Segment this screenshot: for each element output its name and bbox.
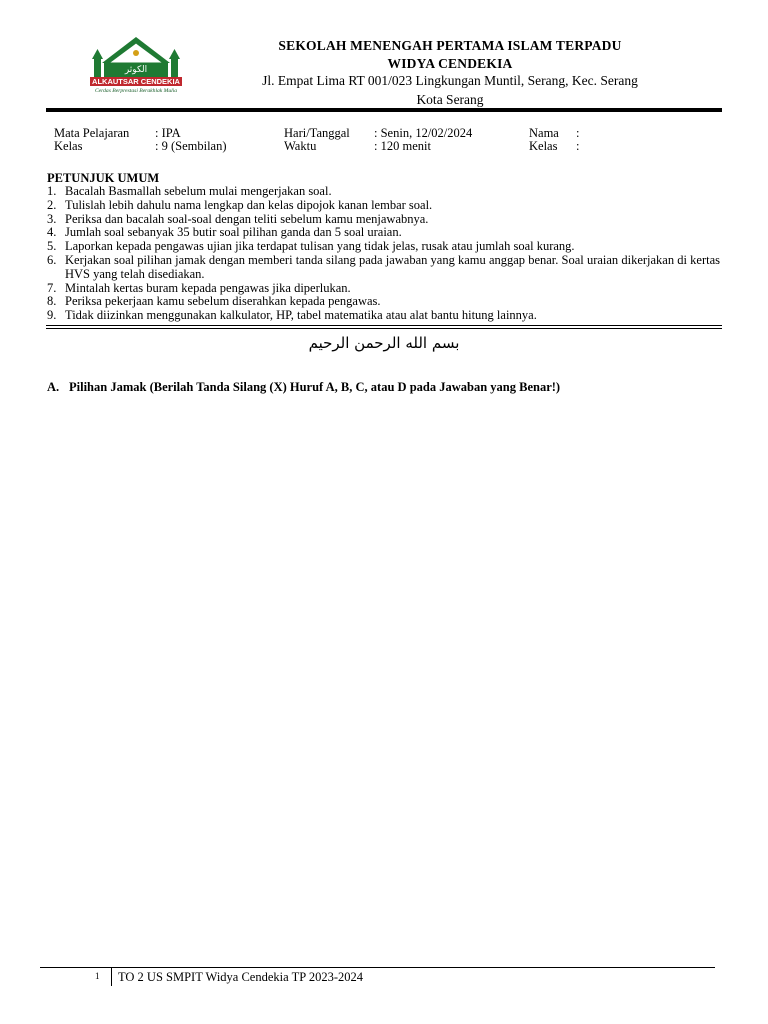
class-value: : 9 (Sembilan): [155, 139, 227, 153]
instruction-item: [47, 199, 720, 213]
instruction-number: 8.: [47, 294, 57, 309]
name-colon: :: [576, 126, 580, 140]
basmalah: بسم الله الرحمن الرحيم: [308, 334, 460, 352]
instruction-text: Periksa dan bacalah soal-soal dengan teliti sebelum kamu menjawabnya.: [65, 211, 429, 226]
school-title-line2: WIDYA CENDEKIA: [387, 56, 513, 71]
time-value: : 120 menit: [374, 139, 431, 153]
instruction-text: Laporkan kepada pengawas ujian jika terdapat tulisan yang tidak jelas, rusak atau jumlah soal kurang.: [65, 239, 575, 254]
instruction-text: Jumlah soal sebanyak 35 butir soal pilihan ganda dan 5 soal uraian.: [65, 225, 402, 240]
instructions-divider-bottom: [46, 328, 722, 329]
section-a-heading: [47, 380, 560, 395]
instruction-text: Mintalah kertas buram kepada pengawas jika diperlukan.: [65, 280, 351, 295]
instruction-item: [47, 282, 720, 296]
instruction-item: [47, 226, 720, 240]
header-divider: [46, 108, 722, 112]
instruction-item: [47, 185, 720, 199]
footer-divider: [40, 967, 715, 968]
school-logo: [80, 33, 192, 99]
school-city: Kota Serang: [416, 92, 484, 107]
subject-label: Mata Pelajaran: [54, 126, 130, 140]
instruction-text: Kerjakan soal pilihan jamak dengan memberi tanda silang pada jawaban yang kamu anggap benar. Soal uraian dikerjakan di kertas HVS yang telah disediakan.: [65, 252, 720, 281]
school-title-line1: SEKOLAH MENENGAH PERTAMA ISLAM TERPADU: [278, 38, 622, 53]
footer-text: TO 2 US SMPIT Widya Cendekia TP 2023-2024: [118, 970, 363, 984]
day-label: Hari/Tanggal: [284, 126, 350, 140]
school-address: Jl. Empat Lima RT 001/023 Lingkungan Muntil, Serang, Kec. Serang: [262, 73, 638, 88]
instructions-title: PETUNJUK UMUM: [47, 171, 160, 185]
subject-value: : IPA: [155, 126, 181, 140]
section-a-letter: A.: [47, 380, 60, 394]
instruction-number: 5.: [47, 239, 57, 254]
instruction-text: Tidak diizinkan menggunakan kalkulator, HP, tabel matematika atau alat bantu hitung lainnya.: [65, 308, 537, 323]
class-label: Kelas: [54, 139, 83, 153]
footer-separator: [111, 968, 112, 986]
instructions-list: [47, 185, 720, 323]
student-class-colon: :: [576, 139, 580, 153]
instruction-text: Bacalah Basmallah sebelum mulai mengerjakan soal.: [65, 184, 332, 198]
name-label: Nama: [529, 126, 559, 140]
instruction-number: 1.: [47, 184, 57, 198]
instruction-item: [47, 309, 720, 323]
instruction-item: [47, 213, 720, 227]
instructions-divider-top: [46, 325, 722, 326]
logo-arabic: الكوثر: [124, 65, 148, 75]
student-class-label: Kelas: [529, 139, 558, 153]
logo-tagline: Cerdas Berprestasi Berakhlak Mulia: [94, 88, 178, 94]
instruction-number: 2.: [47, 197, 57, 212]
logo-name: ALKAUTSAR CENDEKIA: [92, 77, 180, 86]
instruction-item: [47, 240, 720, 254]
instruction-number: 7.: [47, 280, 57, 295]
page-number: 1: [95, 971, 100, 981]
section-a-title: Pilihan Jamak (Berilah Tanda Silang (X) Huruf A, B, C, atau D pada Jawaban yang Benar!): [69, 380, 561, 394]
instruction-number: 4.: [47, 225, 57, 240]
instruction-number: 9.: [47, 308, 57, 323]
instruction-item: [47, 295, 720, 309]
instruction-item: [47, 254, 720, 282]
instruction-number: 6.: [47, 252, 57, 267]
instruction-text: Tulislah lebih dahulu nama lengkap dan kelas dipojok kanan lembar soal.: [65, 197, 433, 212]
instruction-text: Periksa pekerjaan kamu sebelum diserahkan kepada pengawas.: [65, 294, 381, 309]
day-value: : Senin, 12/02/2024: [374, 126, 473, 140]
time-label: Waktu: [284, 139, 317, 153]
instruction-number: 3.: [47, 211, 57, 226]
